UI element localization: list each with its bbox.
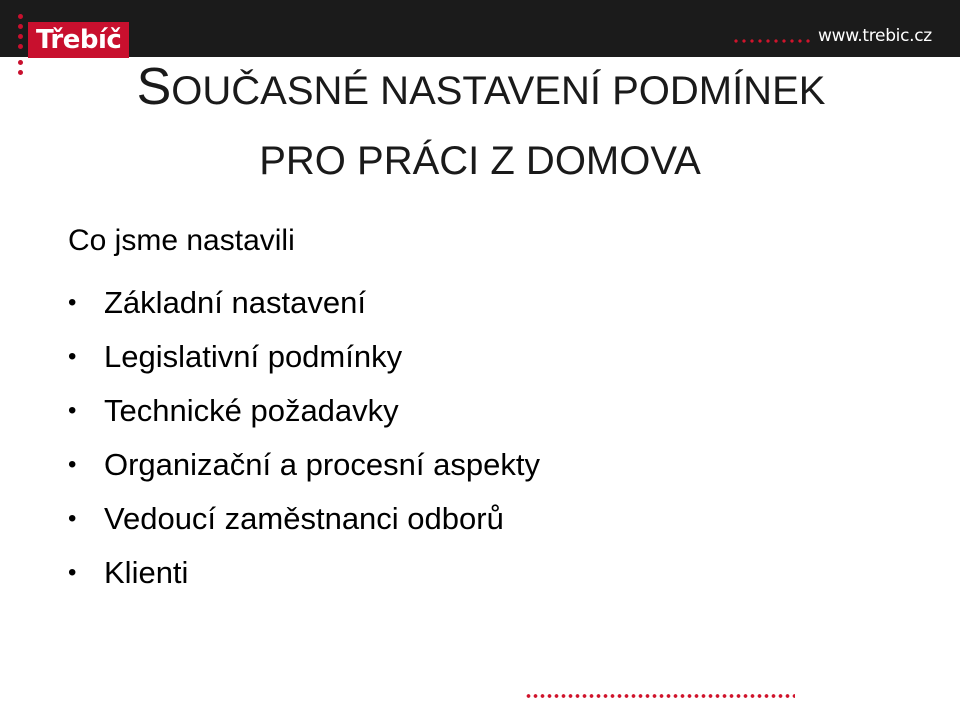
list-item (68, 492, 540, 546)
title-first-letter: S (136, 58, 172, 116)
list-item-text: Vedoucí zaměstnanci odborů (104, 501, 504, 536)
logo-dots-icon (18, 14, 24, 54)
title-line-1 (0, 58, 960, 120)
site-url: www.trebic.cz (818, 26, 932, 46)
title-line-1-rest: OUČASNÉ NASTAVENÍ PODMÍNEK (171, 69, 826, 113)
bullet-icon: • (68, 397, 77, 424)
list-item (68, 384, 540, 438)
list-item-text: Organizační a procesní aspekty (104, 447, 540, 482)
bullet-icon: • (68, 559, 77, 586)
list-item-text: Legislativní podmínky (104, 339, 403, 374)
bullet-icon: • (68, 343, 77, 370)
footer-dotted-line (525, 693, 795, 699)
list-item (68, 546, 540, 600)
list-item (68, 330, 540, 384)
title-line-2: PRO PRÁCI Z DOMOVA (259, 139, 701, 183)
header-dotted-line (732, 39, 810, 43)
list-item (68, 276, 540, 330)
slide-title (0, 58, 960, 190)
trebic-logo: Třebíč (28, 22, 129, 58)
bullet-list (68, 276, 540, 600)
list-item-text: Základní nastavení (104, 285, 366, 320)
list-item (68, 438, 540, 492)
bullet-icon: • (68, 505, 77, 532)
list-item-text: Klienti (104, 555, 189, 590)
list-item-text: Technické požadavky (104, 393, 399, 428)
header-bar (0, 0, 960, 57)
bullet-icon: • (68, 451, 77, 478)
bullet-icon: • (68, 289, 77, 316)
intro-text: Co jsme nastavili (68, 224, 295, 257)
